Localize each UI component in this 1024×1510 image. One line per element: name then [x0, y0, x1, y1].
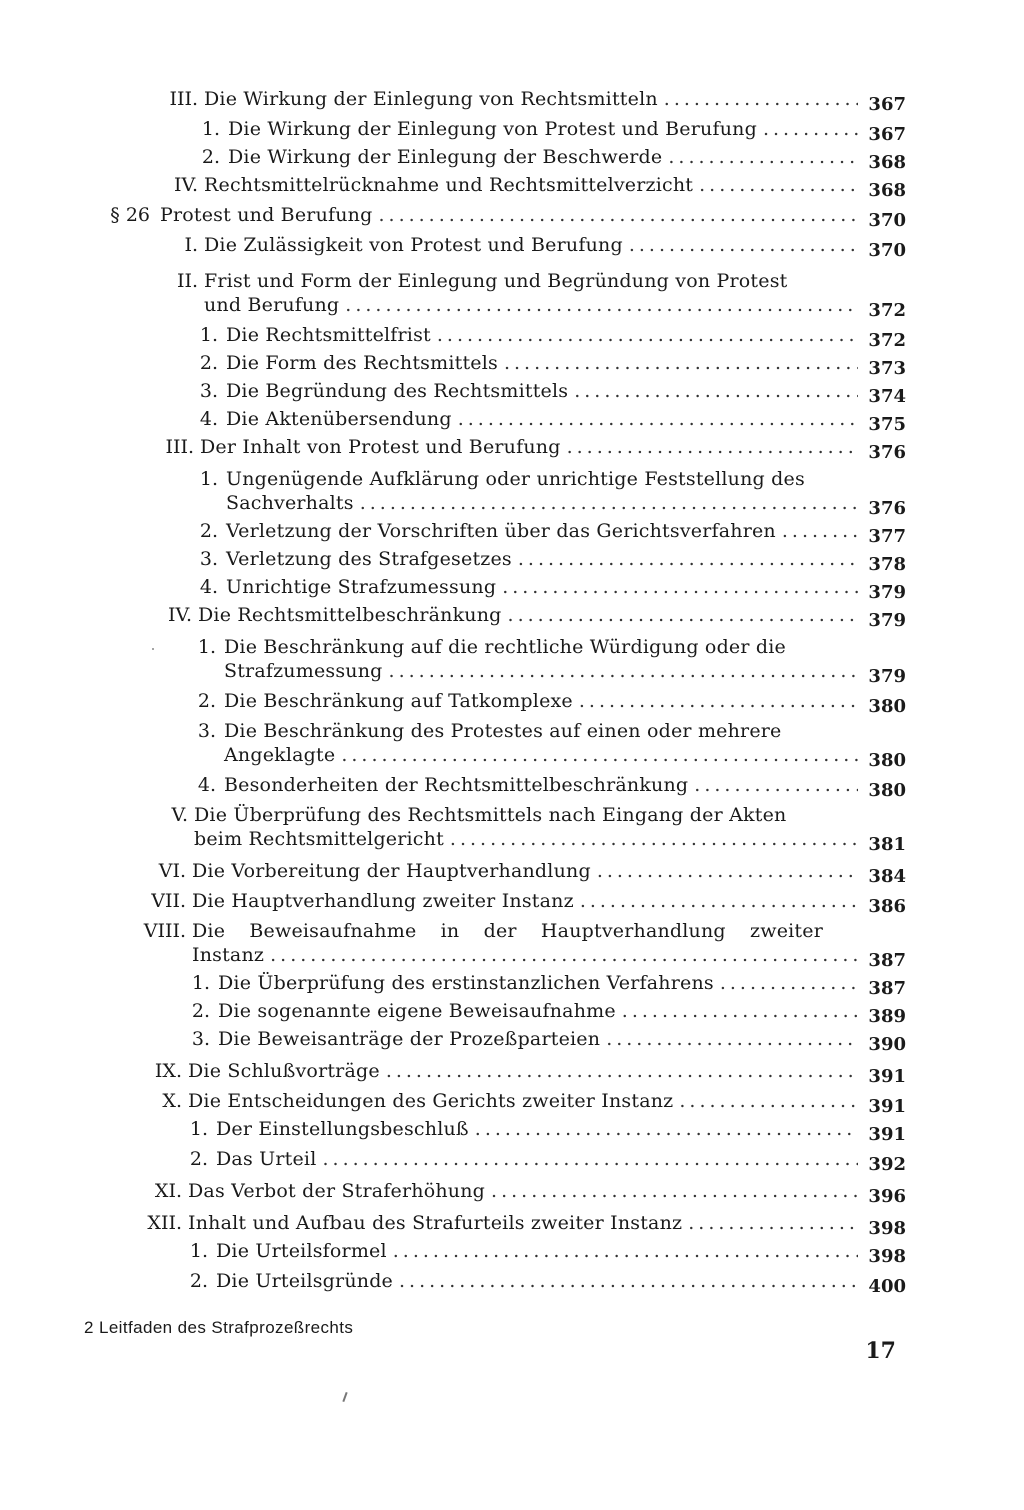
- entry-line: [216, 1144, 864, 1174]
- leader-dots: [679, 1086, 858, 1116]
- toc-entry: [0, 1176, 1024, 1206]
- entry-number: 2.: [191, 1000, 210, 1022]
- entry-page: 398: [868, 1218, 906, 1239]
- entry-line: [188, 1056, 864, 1086]
- entry-page: 375: [868, 414, 906, 435]
- entry-line: [226, 516, 864, 546]
- entry-number: 1.: [199, 468, 218, 490]
- entry-line: [192, 940, 864, 970]
- entry-page: 380: [868, 696, 906, 717]
- toc-entry: [0, 1024, 1024, 1054]
- page-number: 17: [865, 1338, 896, 1364]
- toc-entry: [0, 1144, 1024, 1174]
- entry-page: 391: [868, 1124, 906, 1145]
- toc-entry: [0, 114, 1024, 144]
- entry-title: beim Rechtsmittelgericht: [194, 828, 444, 850]
- entry-title: Die Zulässigkeit von Protest und Berufung: [204, 234, 623, 256]
- entry-page: 384: [868, 866, 906, 887]
- toc-entry-continuation: [0, 290, 1024, 320]
- entry-title: Die Beweisanträge der Prozeßparteien: [218, 1028, 601, 1050]
- entry-title: und Berufung: [204, 294, 340, 316]
- leader-dots: [668, 142, 858, 172]
- entry-number: 1.: [189, 1240, 208, 1262]
- entry-title: Inhalt und Aufbau des Strafurteils zweiter Instanz: [188, 1212, 683, 1234]
- entry-page: 376: [868, 498, 906, 519]
- entry-line: [192, 886, 864, 916]
- entry-page: 379: [868, 582, 906, 603]
- entry-title: Instanz: [192, 944, 265, 966]
- toc-entry: [0, 432, 1024, 462]
- leader-dots: [270, 940, 858, 970]
- toc-entry: [0, 572, 1024, 602]
- entry-number: 2.: [189, 1270, 208, 1292]
- entry-title: Die Beweisaufnahme in der Hauptverhandlung zweiter: [192, 920, 823, 942]
- entry-line: [226, 320, 864, 350]
- entry-line: [228, 114, 864, 144]
- entry-page: 387: [868, 978, 906, 999]
- toc-entry: [0, 142, 1024, 172]
- entry-number: VIII.: [143, 920, 186, 942]
- entry-page: 389: [868, 1006, 906, 1027]
- entry-page: 376: [868, 442, 906, 463]
- toc-entry: [0, 770, 1024, 800]
- entry-line: [224, 740, 864, 770]
- entry-title: Die Überprüfung des erstinstanzlichen Verfahrens: [218, 972, 714, 994]
- entry-number: III.: [169, 88, 198, 110]
- leader-dots: [574, 376, 858, 406]
- entry-page: 398: [868, 1246, 906, 1267]
- entry-title: Die Beschränkung auf Tatkomplexe: [224, 690, 573, 712]
- entry-page: 392: [868, 1154, 906, 1175]
- entry-title: Die Form des Rechtsmittels: [226, 352, 498, 374]
- entry-page: 377: [868, 526, 906, 547]
- entry-page: 367: [868, 124, 906, 145]
- entry-number: 1.: [191, 972, 210, 994]
- entry-line: [160, 200, 864, 230]
- leader-dots: [475, 1114, 858, 1144]
- section-number: § 26: [110, 204, 150, 226]
- entry-title: Die Wirkung der Einlegung von Protest und Berufung: [228, 118, 757, 140]
- toc-entry: [0, 404, 1024, 434]
- entry-title: Der Inhalt von Protest und Berufung: [200, 436, 561, 458]
- entry-number: VI.: [158, 860, 186, 882]
- leader-dots: [579, 686, 858, 716]
- entry-page: 368: [868, 180, 906, 201]
- leader-dots: [664, 84, 858, 114]
- toc-entry: [0, 230, 1024, 260]
- leader-dots: [399, 1266, 858, 1296]
- entry-number: 4.: [199, 408, 218, 430]
- entry-number: I.: [184, 234, 198, 256]
- leader-dots: [597, 856, 858, 886]
- entry-number: V.: [171, 804, 188, 826]
- entry-line: [218, 968, 864, 998]
- leader-dots: [694, 770, 858, 800]
- entry-title: Die sogenannte eigene Beweisaufnahme: [218, 1000, 616, 1022]
- leader-dots: [450, 824, 858, 854]
- entry-title: Die Hauptverhandlung zweiter Instanz: [192, 890, 574, 912]
- entry-page: 386: [868, 896, 906, 917]
- entry-title: Das Verbot der Straferhöhung: [188, 1180, 486, 1202]
- leader-dots: [491, 1176, 858, 1206]
- entry-page: 372: [868, 330, 906, 351]
- leader-dots: [606, 1024, 858, 1054]
- entry-title: Die Beschränkung auf die rechtliche Würdigung oder die: [224, 636, 786, 658]
- entry-title: Die Vorbereitung der Hauptverhandlung: [192, 860, 591, 882]
- entry-title: Der Einstellungsbeschluß: [216, 1118, 469, 1140]
- entry-line: [218, 996, 864, 1026]
- entry-title: Die Schlußvorträge: [188, 1060, 380, 1082]
- entry-number: 2.: [197, 690, 216, 712]
- entry-number: IX.: [154, 1060, 182, 1082]
- entry-number: 1.: [189, 1118, 208, 1140]
- entry-page: 379: [868, 610, 906, 631]
- leader-dots: [360, 488, 858, 518]
- entry-line: [204, 290, 864, 320]
- entry-line: [224, 770, 864, 800]
- entry-title: Die Beschränkung des Protestes auf einen oder mehrere: [224, 720, 782, 742]
- toc-entry: [0, 170, 1024, 200]
- entry-page: 378: [868, 554, 906, 575]
- scan-speck: [152, 648, 154, 650]
- entry-line: [226, 488, 864, 518]
- toc-entry: [0, 1114, 1024, 1144]
- entry-line: [204, 170, 864, 200]
- entry-number: 3.: [199, 548, 218, 570]
- entry-page: 400: [868, 1276, 906, 1297]
- entry-title: Protest und Berufung: [160, 204, 373, 226]
- leader-dots: [567, 432, 858, 462]
- entry-page: 380: [868, 750, 906, 771]
- entry-title: Die Urteilsgründe: [216, 1270, 393, 1292]
- entry-line: [218, 1024, 864, 1054]
- leader-dots: [688, 1208, 858, 1238]
- entry-page: 370: [868, 210, 906, 231]
- entry-title: Frist und Form der Einlegung und Begründung von Protest: [204, 270, 788, 292]
- footer-signature: 2 Leitfaden des Strafprozeßrechts: [84, 1318, 354, 1337]
- toc-entry: [0, 516, 1024, 546]
- entry-number: II.: [176, 270, 198, 292]
- entry-title: Verletzung der Vorschriften über das Gerichtsverfahren: [226, 520, 776, 542]
- toc-entry-continuation: [0, 824, 1024, 854]
- entry-page: 379: [868, 666, 906, 687]
- toc-entry: [0, 600, 1024, 630]
- entry-title: Sachverhalts: [226, 492, 354, 514]
- entry-page: 370: [868, 240, 906, 261]
- leader-dots: [622, 996, 858, 1026]
- entry-line: [188, 1086, 864, 1116]
- entry-line: [216, 1236, 864, 1266]
- entry-title: Verletzung des Strafgesetzes: [226, 548, 512, 570]
- entry-line: [194, 824, 864, 854]
- toc-entry: [0, 1236, 1024, 1266]
- toc-entry: [0, 856, 1024, 886]
- toc-entry: [0, 886, 1024, 916]
- entry-number: III.: [165, 436, 194, 458]
- entry-page: 380: [868, 780, 906, 801]
- leader-dots: [322, 1144, 858, 1174]
- entry-number: 4.: [197, 774, 216, 796]
- toc-entry: [0, 1208, 1024, 1238]
- leader-dots: [502, 572, 858, 602]
- entry-number: XII.: [147, 1212, 182, 1234]
- entry-title: Unrichtige Strafzumessung: [226, 576, 497, 598]
- toc-entry: [0, 686, 1024, 716]
- entry-page: 391: [868, 1096, 906, 1117]
- entry-number: X.: [162, 1090, 182, 1112]
- entry-title: Rechtsmittelrücknahme und Rechtsmittelverzicht: [204, 174, 694, 196]
- entry-page: 372: [868, 300, 906, 321]
- entry-title: Die Begründung des Rechtsmittels: [226, 380, 569, 402]
- entry-page: 391: [868, 1066, 906, 1087]
- entry-title: Die Wirkung der Einlegung der Beschwerde: [228, 146, 663, 168]
- entry-line: [204, 230, 864, 260]
- toc-entry-continuation: [0, 656, 1024, 686]
- entry-line: [224, 656, 864, 686]
- entry-line: [192, 856, 864, 886]
- entry-page: 374: [868, 386, 906, 407]
- entry-line: [224, 686, 864, 716]
- leader-dots: [504, 348, 858, 378]
- leader-dots: [341, 740, 858, 770]
- entry-number: XI.: [154, 1180, 182, 1202]
- entry-line: [198, 600, 864, 630]
- entry-title: Die Wirkung der Einlegung von Rechtsmitteln: [204, 88, 658, 110]
- toc-entry: [0, 1086, 1024, 1116]
- leader-dots: [345, 290, 858, 320]
- entry-line: [188, 1176, 864, 1206]
- entry-number: 3.: [191, 1028, 210, 1050]
- entry-title: Die Rechtsmittelfrist: [226, 324, 431, 346]
- leader-dots: [763, 114, 858, 144]
- entry-page: 381: [868, 834, 906, 855]
- entry-title: Die Überprüfung des Rechtsmittels nach Eingang der Akten: [194, 804, 787, 826]
- entry-number: 3.: [199, 380, 218, 402]
- entry-number: 2.: [199, 520, 218, 542]
- entry-title: Strafzumessung: [224, 660, 383, 682]
- toc-entry: [0, 320, 1024, 350]
- toc-entry: [0, 968, 1024, 998]
- entry-number: 2.: [201, 146, 220, 168]
- entry-line: [216, 1266, 864, 1296]
- toc-entry: [0, 1056, 1024, 1086]
- entry-page: 387: [868, 950, 906, 971]
- entry-page: 390: [868, 1034, 906, 1055]
- toc-entry-continuation: [0, 740, 1024, 770]
- entry-number: VII.: [151, 890, 186, 912]
- entry-line: [200, 432, 864, 462]
- entry-title: Die Entscheidungen des Gerichts zweiter Instanz: [188, 1090, 674, 1112]
- entry-number: 2.: [199, 352, 218, 374]
- leader-dots: [393, 1236, 858, 1266]
- entry-number: 1.: [201, 118, 220, 140]
- toc-entry: [0, 200, 1024, 230]
- entry-line: [226, 544, 864, 574]
- entry-number: IV.: [174, 174, 198, 196]
- entry-title: Die Urteilsformel: [216, 1240, 387, 1262]
- entry-line: [228, 142, 864, 172]
- leader-dots: [437, 320, 858, 350]
- entry-title: Angeklagte: [224, 744, 336, 766]
- leader-dots: [386, 1056, 858, 1086]
- entry-title: Ungenügende Aufklärung oder unrichtige Feststellung des: [226, 468, 805, 490]
- entry-page: 373: [868, 358, 906, 379]
- toc-entry: [0, 84, 1024, 114]
- leader-dots: [508, 600, 858, 630]
- leader-dots: [378, 200, 858, 230]
- entry-line: [216, 1114, 864, 1144]
- leader-dots: [699, 170, 858, 200]
- leader-dots: [629, 230, 858, 260]
- scan-mark: [342, 1392, 347, 1402]
- entry-number: 4.: [199, 576, 218, 598]
- entry-title: Die Rechtsmittelbeschränkung: [198, 604, 502, 626]
- entry-page: 368: [868, 152, 906, 173]
- toc-entry-continuation: [0, 488, 1024, 518]
- leader-dots: [720, 968, 858, 998]
- entry-number: 1.: [199, 324, 218, 346]
- leader-dots: [389, 656, 858, 686]
- leader-dots: [518, 544, 858, 574]
- toc-entry: [0, 348, 1024, 378]
- entry-line: [188, 1208, 864, 1238]
- entry-title: Die Aktenübersendung: [226, 408, 452, 430]
- toc-entry: [0, 1266, 1024, 1296]
- entry-title: Das Urteil: [216, 1148, 317, 1170]
- entry-number: 1.: [197, 636, 216, 658]
- leader-dots: [580, 886, 858, 916]
- entry-number: 3.: [197, 720, 216, 742]
- toc-entry-continuation: [0, 940, 1024, 970]
- entry-line: [226, 572, 864, 602]
- toc-entry: [0, 996, 1024, 1026]
- entry-line: [204, 84, 864, 114]
- entry-line: [226, 376, 864, 406]
- entry-line: [226, 348, 864, 378]
- entry-title: Besonderheiten der Rechtsmittelbeschränkung: [224, 774, 689, 796]
- entry-page: 396: [868, 1186, 906, 1207]
- entry-page: 367: [868, 94, 906, 115]
- entry-line: [226, 404, 864, 434]
- entry-number: 2.: [189, 1148, 208, 1170]
- leader-dots: [458, 404, 858, 434]
- toc-entry: [0, 544, 1024, 574]
- entry-number: IV.: [168, 604, 192, 626]
- toc-entry: [0, 376, 1024, 406]
